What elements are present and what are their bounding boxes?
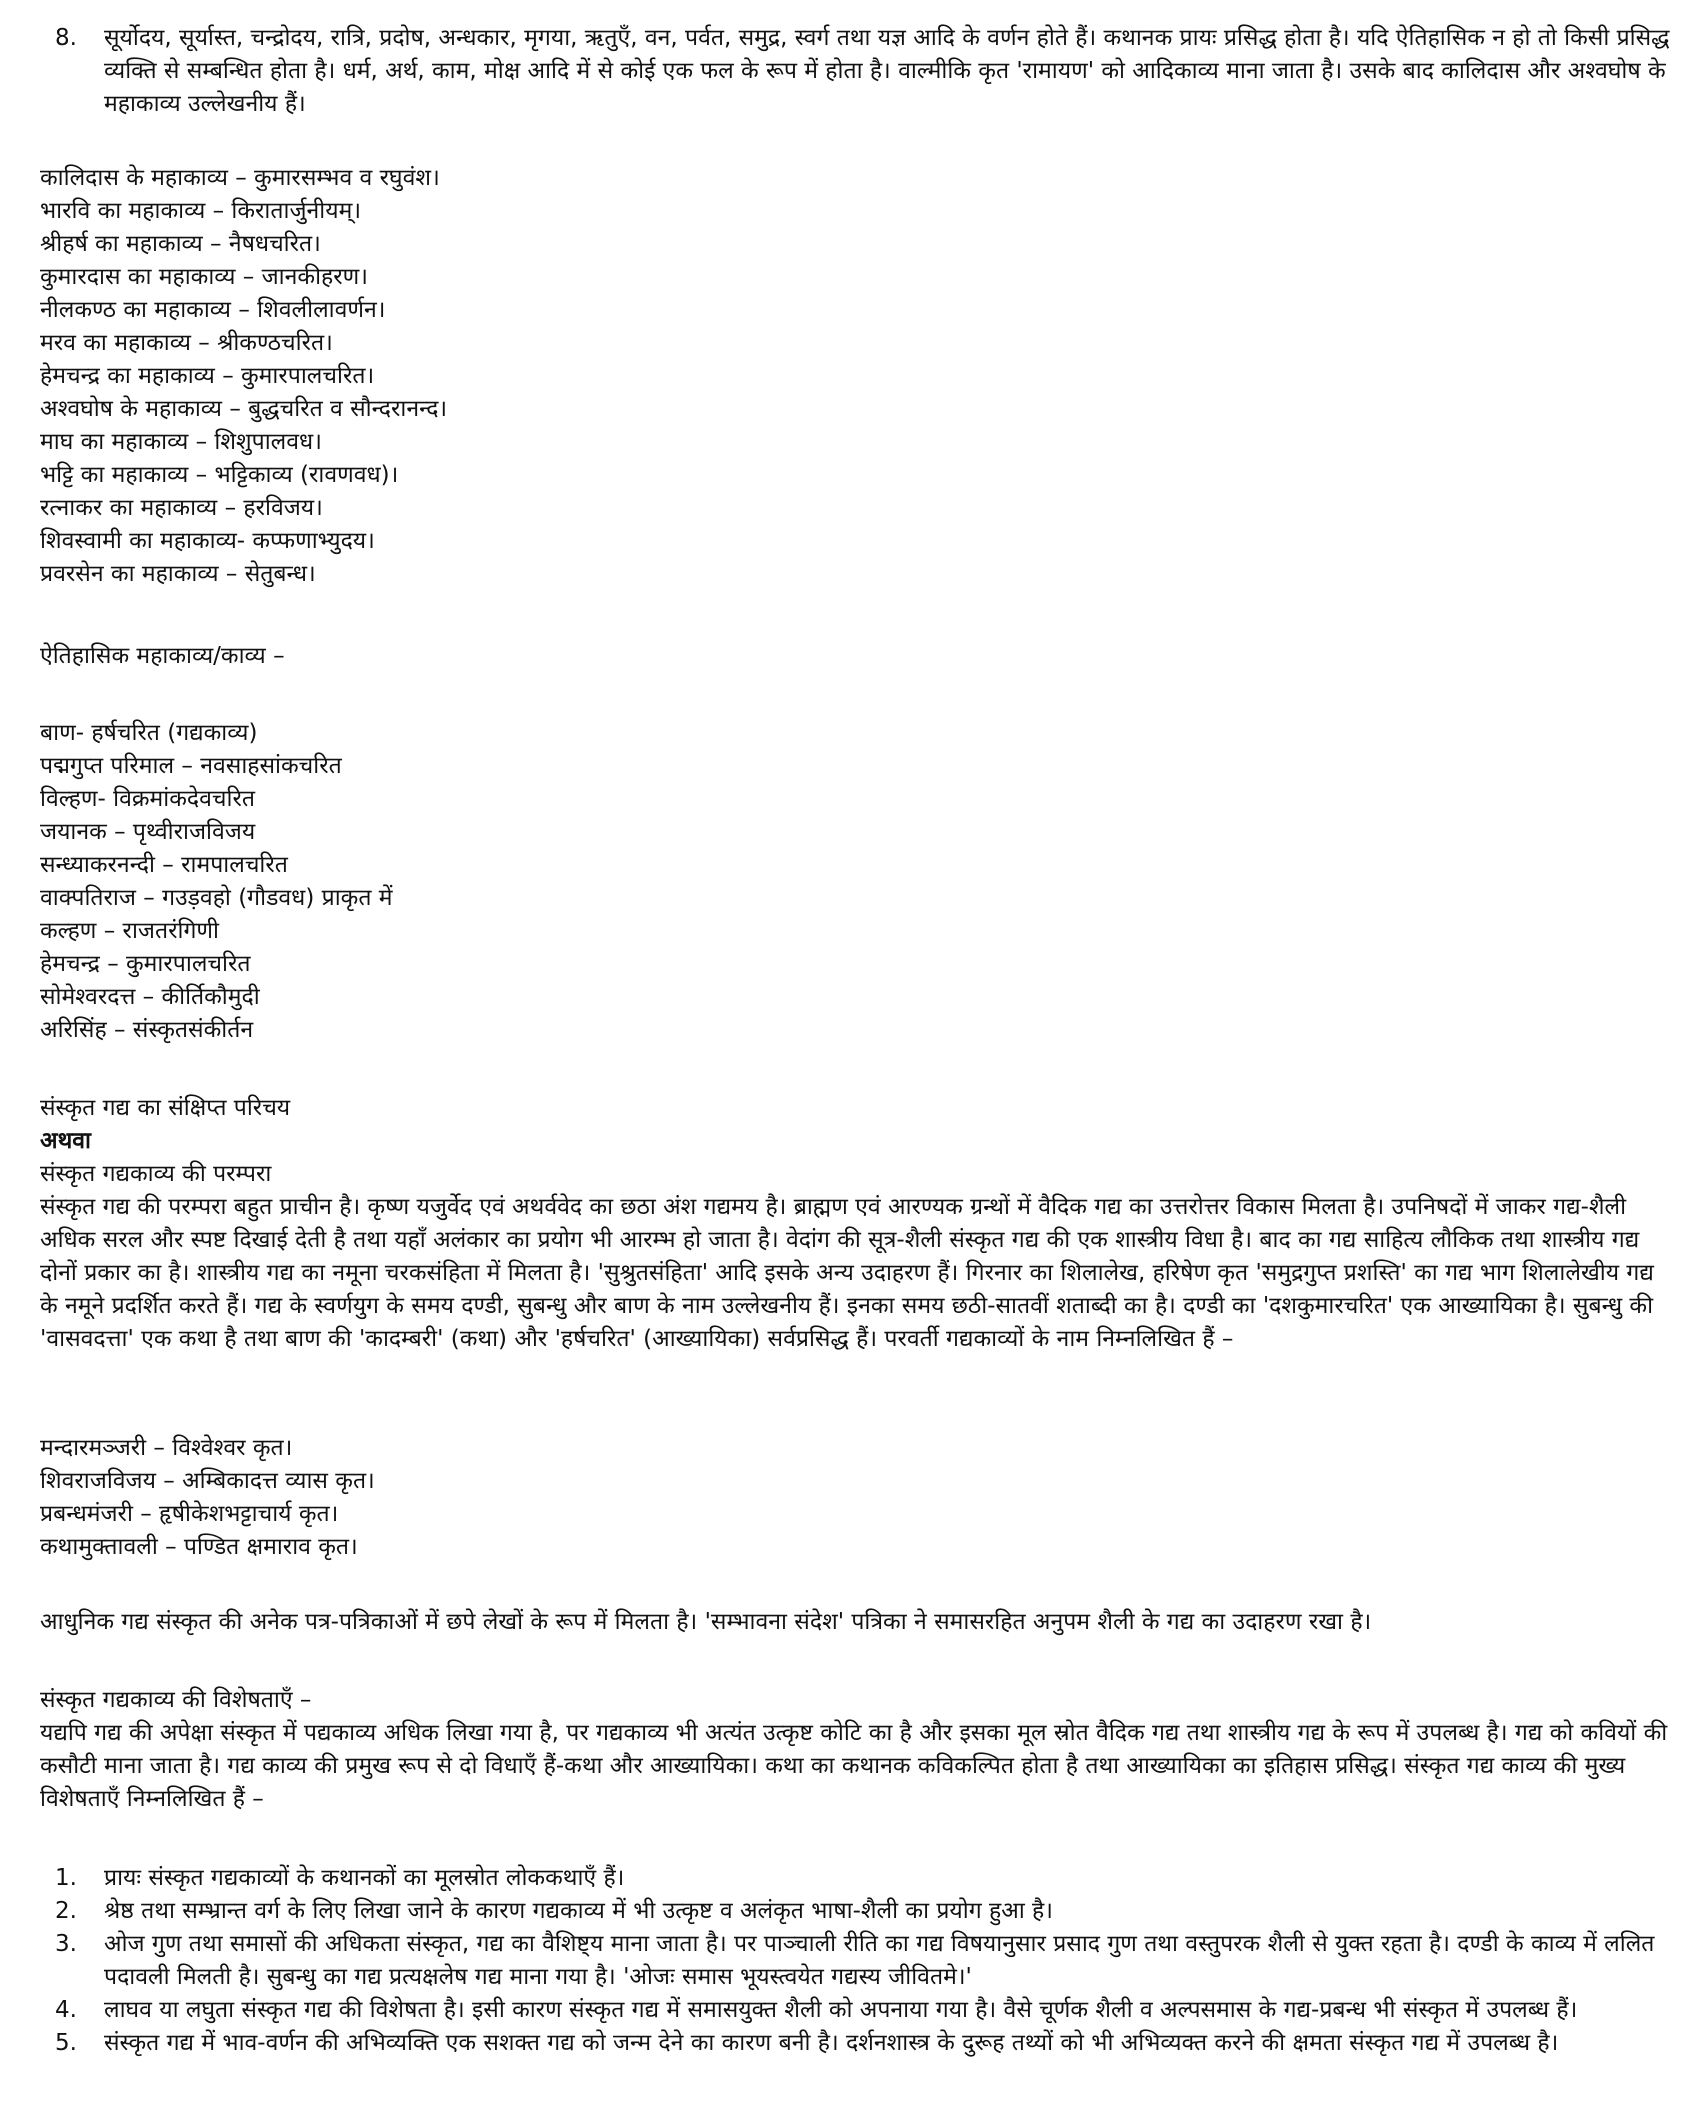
mahakavya-list: [40, 162, 1670, 591]
list-item: नीलकण्ठ का महाकाव्य – शिवलीलावर्णन।: [40, 297, 386, 323]
item-number: 1.: [55, 1865, 77, 1891]
list-item: हेमचन्द्र का महाकाव्य – कुमारपालचरित।: [40, 363, 375, 389]
list-item: [40, 1928, 1670, 1994]
later-gadya-list: [40, 1432, 1670, 1564]
list-item: कथामुक्तावली – पण्डित क्षमाराव कृत।: [40, 1534, 358, 1560]
list-item: सन्ध्याकरनन्दी – रामपालचरित: [40, 852, 288, 878]
list-item: भट्टि का महाकाव्य – भट्टिकाव्य (रावणवध)।: [40, 462, 399, 488]
list-item: बाण- हर्षचरित (गद्यकाव्य): [40, 720, 258, 746]
features-paragraph: यद्यपि गद्य की अपेक्षा संस्कृत में पद्यकाव्य अधिक लिखा गया है, पर गद्यकाव्य भी अत्यंत उत्कृष्ट कोटि का है और इसका मूल स्रोत वैदिक गद्य तथा शास्त्रीय गद्य के रूप में उपलब्ध है। गद्य को कवियों की कसौटी माना जाता है। गद्य काव्य की प्रमुख रूप से दो विधाएँ हैं-कथा और आख्यायिका। कथा का कथानक कविकल्पित होता है तथा आख्यायिका का इतिहास प्रसिद्ध। संस्कृत गद्य काव्य की मुख्य विशेषताएँ निम्नलिखित हैं –: [40, 1720, 1668, 1812]
list-item: कल्हण – राजतरंगिणी: [40, 918, 219, 944]
athava-label: अथवा: [40, 1128, 92, 1154]
item-text: श्रेष्ठ तथा सम्भ्रान्त वर्ग के लिए लिखा जाने के कारण गद्यकाव्य में भी उत्कृष्ट व अलंकृत भाषा-शैली का प्रयोग हुआ है।: [104, 1898, 1053, 1924]
features-section: [40, 1684, 1670, 1816]
list-item: [40, 1895, 1670, 1928]
list-item: [40, 1862, 1670, 1895]
list-item: माघ का महाकाव्य – शिशुपालवध।: [40, 429, 322, 455]
item-text: प्रायः संस्कृत गद्यकाव्यों के कथानकों का मूलस्रोत लोककथाएँ हैं।: [104, 1865, 625, 1891]
list-item: कुमारदास का महाकाव्य – जानकीहरण।: [40, 264, 368, 290]
list-item: वाक्पतिराज – गउड़वहो (गौडवध) प्राकृत में: [40, 885, 393, 911]
historical-list: [40, 717, 1670, 1047]
list-item: श्रीहर्ष का महाकाव्य – नैषधचरित।: [40, 231, 321, 257]
section-subheading: संस्कृत गद्यकाव्य की परम्परा: [40, 1161, 272, 1187]
list-item: सोमेश्वरदत्त – कीर्तिकौमुदी: [40, 984, 260, 1010]
modern-paragraph: आधुनिक गद्य संस्कृत की अनेक पत्र-पत्रिकाओं में छपे लेखों के रूप में मिलता है। 'सम्भावना संदेश' पत्रिका ने समासरहित अनुपम शैली के गद्य का उदाहरण रखा है।: [40, 1609, 1372, 1635]
item-number: 8.: [55, 25, 77, 51]
list-item: अरिसिंह – संस्कृतसंकीर्तन: [40, 1017, 254, 1043]
gadya-paragraph: संस्कृत गद्य की परम्परा बहुत प्राचीन है। कृष्ण यजुर्वेद एवं अथर्ववेद का छठा अंश गद्यमय है। ब्राह्मण एवं आरण्यक ग्रन्थों में वैदिक गद्य का उत्तरोत्तर विकास मिलता है। उपनिषदों में जाकर गद्य-शैली अधिक सरल और स्पष्ट दिखाई देती है तथा यहाँ अलंकार का प्रयोग भी आरम्भ हो जाता है। वेदांग की सूत्र-शैली संस्कृत गद्य की एक शास्त्रीय विधा है। बाद का गद्य साहित्य लौकिक तथा शास्त्रीय गद्य दोनों प्रकार का है। शास्त्रीय गद्य का नमूना चरकसंहिता में मिलता है। 'सुश्रुतसंहिता' आदि इसके अन्य उदाहरण हैं। गिरनार का शिलालेख, हरिषेण कृत 'समुद्रगुप्त प्रशस्ति' का गद्य भाग शिलालेखीय गद्य के नमूने प्रदर्शित करते हैं। गद्य के स्वर्णयुग के समय दण्डी, सुबन्धु और बाण के नाम उल्लेखनीय हैं। इनका समय छठी-सातवीं शताब्दी का है। दण्डी का 'दशकुमारचरित' एक आख्यायिका है। सुबन्धु की 'वासवदत्ता' एक कथा है तथा बाण की 'कादम्बरी' (कथा) और 'हर्षचरित' (आख्यायिका) सर्वप्रसिद्ध हैं। परवर्ती गद्यकाव्यों के नाम निम्नलिखित हैं –: [40, 1194, 1654, 1352]
list-item: कालिदास के महाकाव्य – कुमारसम्भव व रघुवंश।: [40, 165, 440, 191]
section-heading: संस्कृत गद्यकाव्य की विशेषताएँ –: [40, 1687, 312, 1713]
item-text: लाघव या लघुता संस्कृत गद्य की विशेषता है। इसी कारण संस्कृत गद्य में समासयुक्त शैली को अपनाया गया है। वैसे चूर्णक शैली व अल्पसमास के गद्य-प्रबन्ध भी संस्कृत में उपलब्ध हैं।: [104, 1997, 1578, 2023]
list-item: पद्मगुप्त परिमाल – नवसाहसांकचरित: [40, 753, 342, 779]
section-heading: संस्कृत गद्य का संक्षिप्त परिचय: [40, 1095, 291, 1121]
item-number: 4.: [55, 1997, 77, 2023]
list-item: अश्वघोष के महाकाव्य – बुद्धचरित व सौन्दरानन्द।: [40, 396, 448, 422]
list-item: प्रबन्धमंजरी – हृषीकेशभट्टाचार्य कृत।: [40, 1501, 339, 1527]
list-item: हेमचन्द्र – कुमारपालचरित: [40, 951, 251, 977]
item-text: संस्कृत गद्य में भाव-वर्णन की अभिव्यक्ति एक सशक्त गद्य को जन्म देने का कारण बनी है। दर्शनशास्त्र के दुरूह तथ्यों को भी अभिव्यक्त करने की क्षमता संस्कृत गद्य में उपलब्ध है।: [104, 2030, 1559, 2056]
list-item: रत्नाकर का महाकाव्य – हरविजय।: [40, 495, 323, 521]
list-item: शिवस्वामी का महाकाव्य- कप्फणाभ्युदय।: [40, 528, 375, 554]
list-item: [40, 1994, 1670, 2027]
features-list: [40, 1862, 1670, 2060]
list-item: मरव का महाकाव्य – श्रीकण्ठचरित।: [40, 330, 333, 356]
historical-heading: ऐतिहासिक महाकाव्य/काव्य –: [40, 643, 285, 669]
intro-list-item: [40, 22, 1670, 121]
list-item: [40, 2027, 1670, 2060]
list-item: भारवि का महाकाव्य – किरातार्जुनीयम्।: [40, 198, 362, 224]
list-item: प्रवरसेन का महाकाव्य – सेतुबन्ध।: [40, 561, 316, 587]
gadya-section: [40, 1092, 1670, 1356]
item-number: 5.: [55, 2030, 77, 2056]
list-item: विल्हण- विक्रमांकदेवचरित: [40, 786, 255, 812]
item-text: सूर्योदय, सूर्यास्त, चन्द्रोदय, रात्रि, प्रदोष, अन्धकार, मृगया, ऋतुएँ, वन, पर्वत, समुद्र, स्वर्ग तथा यज्ञ आदि के वर्णन होते हैं। कथानक प्रायः प्रसिद्ध होता है। यदि ऐतिहासिक न हो तो किसी प्रसिद्ध व्यक्ति से सम्बन्धित होता है। धर्म, अर्थ, काम, मोक्ष आदि में से कोई एक फल के रूप में होता है। वाल्मीकि कृत 'रामायण' को आदिकाव्य माना जाता है। उसके बाद कालिदास और अश्वघोष के महाकाव्य उल्लेखनीय हैं।: [104, 25, 1670, 117]
item-text: ओज गुण तथा समासों की अधिकता संस्कृत, गद्य का वैशिष्ट्य माना जाता है। पर पाञ्चाली रीति का गद्य विषयानुसार प्रसाद गुण तथा वस्तुपरक शैली से युक्त रहता है। दण्डी के काव्य में ललित पदावली मिलती है। सुबन्धु का गद्य प्रत्यक्षलेष गद्य माना गया है। 'ओजः समास भूयस्त्वयेत गद्यस्य जीवितमे।': [104, 1931, 1655, 1990]
list-item: शिवराजविजय – अम्बिकादत्त व्यास कृत।: [40, 1468, 375, 1494]
item-number: 3.: [55, 1931, 77, 1957]
list-item: जयानक – पृथ्वीराजविजय: [40, 819, 256, 845]
list-item: मन्दारमञ्जरी – विश्वेश्वर कृत।: [40, 1435, 293, 1461]
item-number: 2.: [55, 1898, 77, 1924]
